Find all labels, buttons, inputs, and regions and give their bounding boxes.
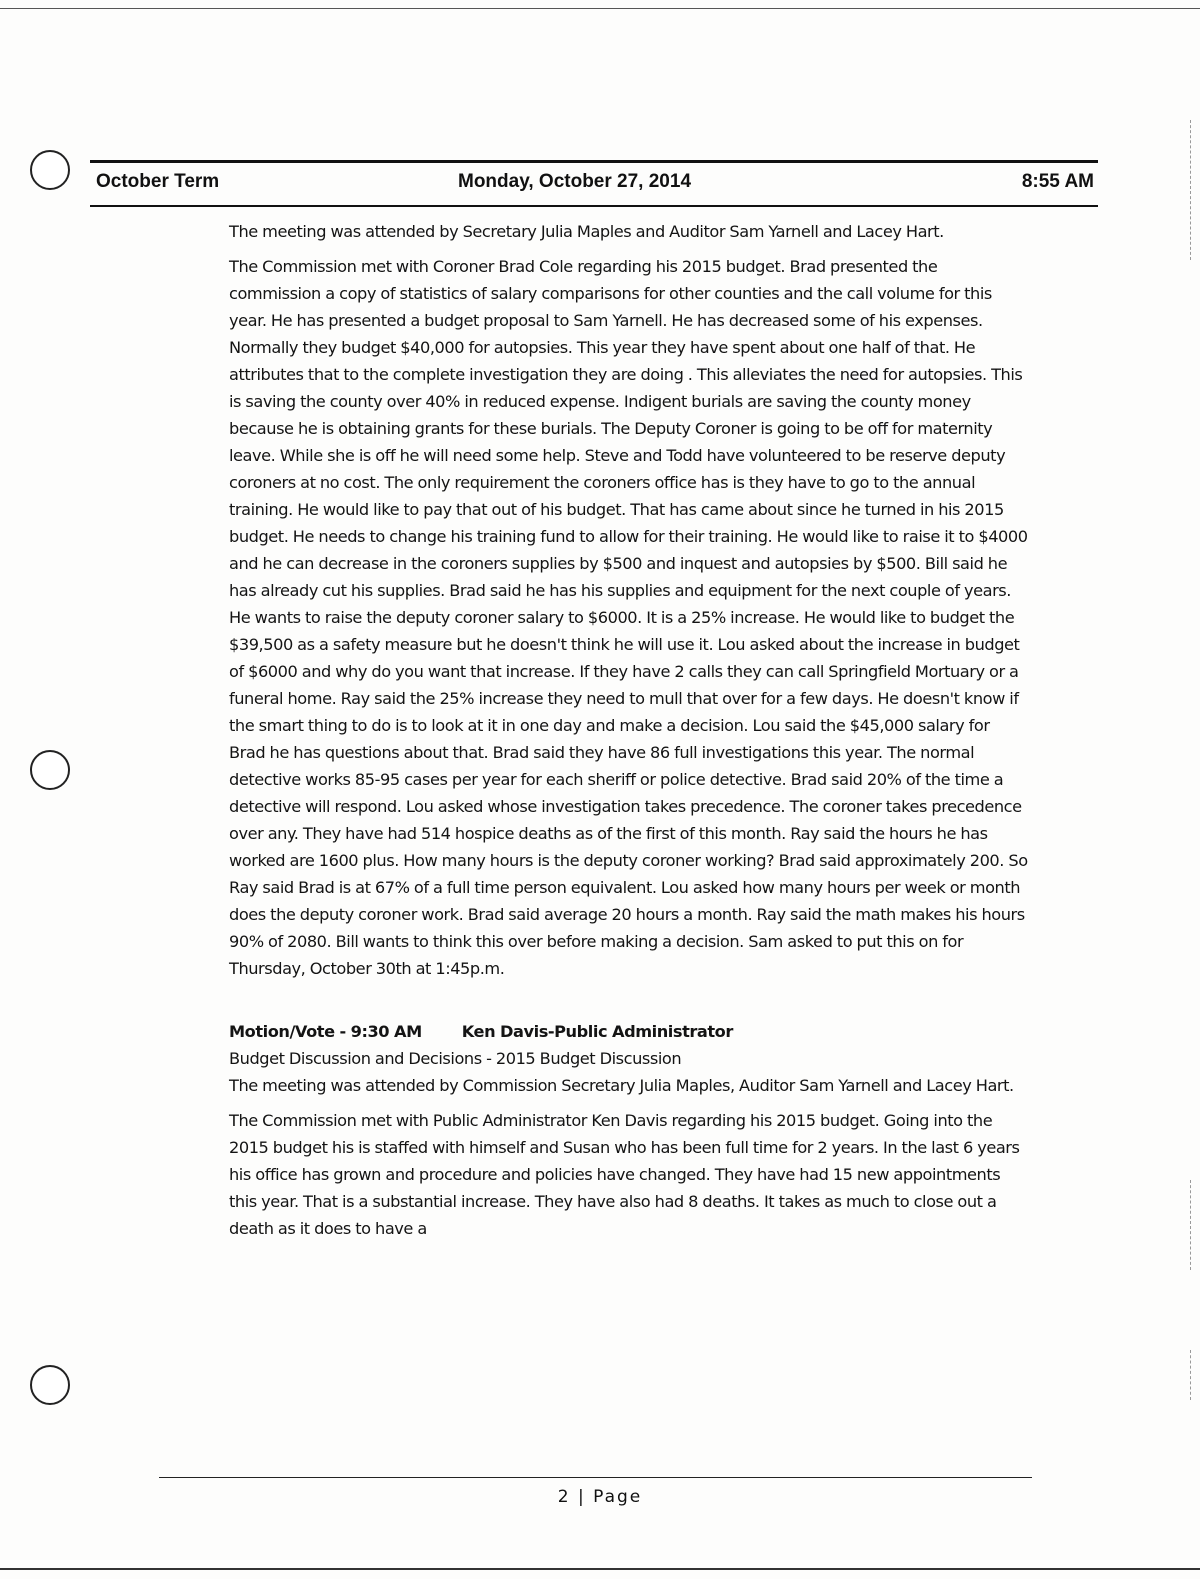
coroner-budget-paragraph: The Commission met with Coroner Brad Cole regarding his 2015 budget. Brad presented the commission a copy of statistics of salary comparisons for other counties and the call volume for this year. He has presented a budget proposal to Sam Yarnell. He has decreased some of his expenses. Normally they budget $40,000 for autopsies. This year they have spent about one half of that. He attributes that to the complete investigation they are doing . This alleviates the need for autopsies. This is saving the county over 40% in reduced expense. Indigent burials are saving the county money because he is obtaining grants for these burials. The Deputy Coroner is going to be off for maternity leave. While she is off he will need some help. Steve and Todd have volunteered to be reserve deputy coroners at no cost. The only requirement the coroners office has is they have to go to the annual training. He would like to pay that out of his budget. That has came about since he turned in his 2015 budget. He needs to change his training fund to allow for their training. He would like to raise it to $4000 and he can decrease in the coroners supplies by $500 and inquest and autopsies by $500. Bill said he has already cut his supplies. Brad said he has his supplies and equipment for the next couple of years. He wants to raise the deputy coroner salary to $6000. It is a 25% increase. He would like to budget the $39,500 as a safety measure but he doesn't think he will use it. Lou asked about the increase in budget of $6000 and why do you want that increase. If they have 2 calls they can call Springfield Mortuary or a funeral home. Ray said the 25% increase they need to mull that over for a few days. He doesn't know if the smart thing to do is to look at it in one day and make a decision. Lou said the $45,000 salary for Brad he has questions about that. Brad said they have 86 full investigations this year. The normal detective works 85-95 cases per year for each sheriff or police detective. Brad said 20% of the time a detective will respond. Lou asked whose investigation takes precedence. The coroner takes precedence over any. They have had 514 hospice deaths as of the first of this month. Ray said the hours he has worked are 1600 plus. How many hours is the deputy coroner working? Brad said approximately 200. So Ray said Brad is at 67% of a full time person equivalent. Lou asked how many hours per week or month does the deputy coroner work. Brad said average 20 hours a month. Ray said the math makes his hours 90% of 2080. Bill wants to think this over before making a decision. Sam asked to put this on for Thursday, October 30th at 1:45p.m.	[229, 257, 1028, 978]
motion-heading	[229, 1018, 1029, 1045]
footer-rule	[159, 1477, 1032, 1478]
page-number: 2 | Page	[557, 1487, 643, 1507]
scan-edge-bottom	[0, 1568, 1200, 1570]
header-term: October Term	[96, 171, 220, 192]
header-rule-top	[90, 160, 1098, 163]
punch-hole-icon	[30, 150, 70, 190]
scan-edge-top	[0, 8, 1200, 9]
header-time: 8:55 AM	[1021, 171, 1094, 192]
document-body	[229, 218, 1029, 1242]
scan-edge-right	[1190, 120, 1192, 260]
attendance-paragraph: The meeting was attended by Secretary Julia Maples and Auditor Sam Yarnell and Lacey Hart.	[229, 222, 944, 241]
budget-discussion-line: Budget Discussion and Decisions - 2015 Budget Discussion	[229, 1049, 682, 1068]
punch-hole-icon	[30, 1365, 70, 1405]
header-rule-bottom	[90, 205, 1098, 207]
motion-label: Motion/Vote - 9:30 AM	[229, 1022, 422, 1041]
public-administrator-paragraph: The Commission met with Public Administrator Ken Davis regarding his 2015 budget. Going into the 2015 budget his is staffed with himself and Susan who has been full time for 2 years. In the last 6 years his office has grown and procedure and policies have changed. They have had 15 new appointments this year. That is a substantial increase. They have also had 8 deaths. It takes as much to close out a death as it does to have a	[229, 1111, 1020, 1238]
attendance-paragraph-2: The meeting was attended by Commission Secretary Julia Maples, Auditor Sam Yarnell and Lacey Hart.	[229, 1076, 1014, 1095]
page-header	[96, 171, 1094, 197]
header-date: Monday, October 27, 2014	[458, 171, 692, 192]
scan-edge-right	[1190, 1180, 1192, 1270]
scan-edge-right	[1190, 1350, 1192, 1400]
motion-title: Ken Davis-Public Administrator	[461, 1022, 733, 1041]
punch-hole-icon	[30, 750, 70, 790]
